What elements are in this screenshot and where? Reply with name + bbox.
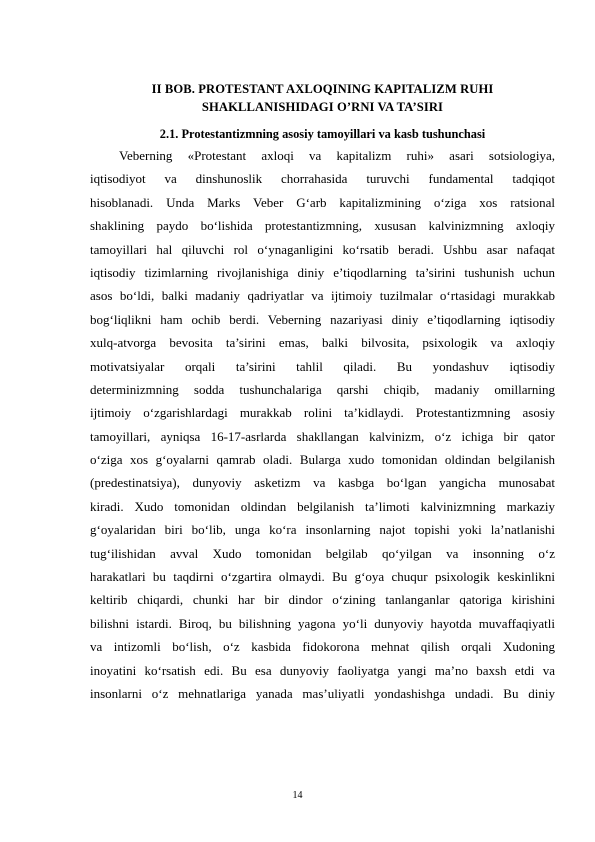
page-number: 14 — [292, 790, 303, 801]
paragraph-line: asos bo‘ldi, balki madaniy qadriyatlar va ijtimoiy tuzilmalar o‘rtasidagi murakkab — [90, 288, 555, 304]
section-title: 2.1. Protestantizmning asosiy tamoyillari va kasb tushunchasi — [159, 127, 486, 141]
paragraph-line: Veberning «Protestant axloqi va kapitalizm ruhi» asari sotsiologiya, — [119, 148, 555, 163]
chapter-title — [90, 80, 555, 116]
paragraph-line: motivatsiyalar orqali ta’sirini tahlil qiladi. Bu yondashuv iqtisodiy — [90, 358, 555, 374]
paragraph-line: kiradi. Xudo tomonidan oldindan belgilanish ta’limoti kalvinizmning markaziy — [90, 498, 555, 514]
paragraph-line: bilishni istardi. Biroq, bu bilishning yagona yo‘li dunyoviy hayotda muvaffaqiyatli — [90, 615, 555, 631]
paragraph-line: iqtisodiyot va dinshunoslik chorrahasida turuvchi fundamental tadqiqot — [90, 171, 555, 187]
paragraph-line: determinizmning sodda tushunchalariga qarshi chiqib, madaniy omillarning — [90, 381, 555, 397]
paragraph-line: tamoyillari hal qiluvchi rol o‘ynaganligini ko‘rsatib beradi. Ushbu asar nafaqat — [90, 241, 555, 257]
chapter-title-line-1: II BOB. PROTESTANT AXLOQINING KAPITALIZM RUHI — [151, 82, 494, 96]
paragraph-line: harakatlari bu taqdirni o‘zgartira olmaydi. Bu g‘oya chuqur psixologik keskinlikni — [90, 569, 555, 585]
body-paragraph — [90, 144, 555, 705]
paragraph-line: hisoblanadi. Unda Marks Veber G‘arb kapitalizmining o‘ziga xos ratsional — [90, 194, 555, 210]
paragraph-line: keltirib chiqardi, chunki har bir dindor o‘zining tanlanganlar qatoriga kirishini — [90, 592, 555, 608]
paragraph-line: shaklining paydo bo‘lishida protestantizmning, xususan kalvinizmning axloqiy — [90, 218, 555, 234]
paragraph-line: tamoyillari, ayniqsa 16-17-asrlarda shakllangan kalvinizm, o‘z ichiga bir qator — [90, 428, 555, 444]
paragraph-line: inoyatini ko‘rsatish edi. Bu esa dunyoviy faoliyatga yangi ma’no baxsh etdi va — [90, 662, 555, 678]
paragraph-line: g‘oyalaridan biri bo‘lib, unga ko‘ra insonlarning najot topishi yoki la’natlanishi — [90, 522, 555, 538]
chapter-title-line-2: SHAKLLANISHIDAGI O’RNI VA TA’SIRI — [201, 100, 444, 114]
paragraph-line: (predestinatsiya), dunyoviy asketizm va kasbga bo‘lgan yangicha munosabat — [90, 475, 555, 491]
paragraph-line: o‘ziga xos g‘oyalarni qamrab oladi. Bularga xudo tomonidan oldindan belgilanish — [90, 452, 555, 468]
paragraph-line: tug‘ilishidan avval Xudo tomonidan belgilab qo‘yilgan va insonning o‘z — [90, 545, 555, 561]
paragraph-line: ijtimoiy o‘zgarishlardagi murakkab rolini ta’kidlaydi. Protestantizmning asosiy — [90, 405, 555, 421]
paragraph-line: iqtisodiy tizimlarning rivojlanishiga diniy e’tiqodlarning ta’sirini tushunish uchun — [90, 264, 555, 280]
paragraph-line: insonlarni o‘z mehnatlariga yanada mas’uliyatli yondashishga undadi. Bu diniy — [90, 685, 555, 701]
paragraph-line: va intizomli bo‘lish, o‘z kasbida fidokorona mehnat qilish orqali Xudoning — [90, 639, 555, 655]
paragraph-line: xulq-atvorga bevosita ta’sirini emas, balki bilvosita, psixologik va axloqiy — [90, 335, 555, 351]
paragraph-line: bog‘liqlikni ham ochib berdi. Veberning nazariyasi diniy e’tiqodlarning iqtisodiy — [90, 311, 555, 327]
